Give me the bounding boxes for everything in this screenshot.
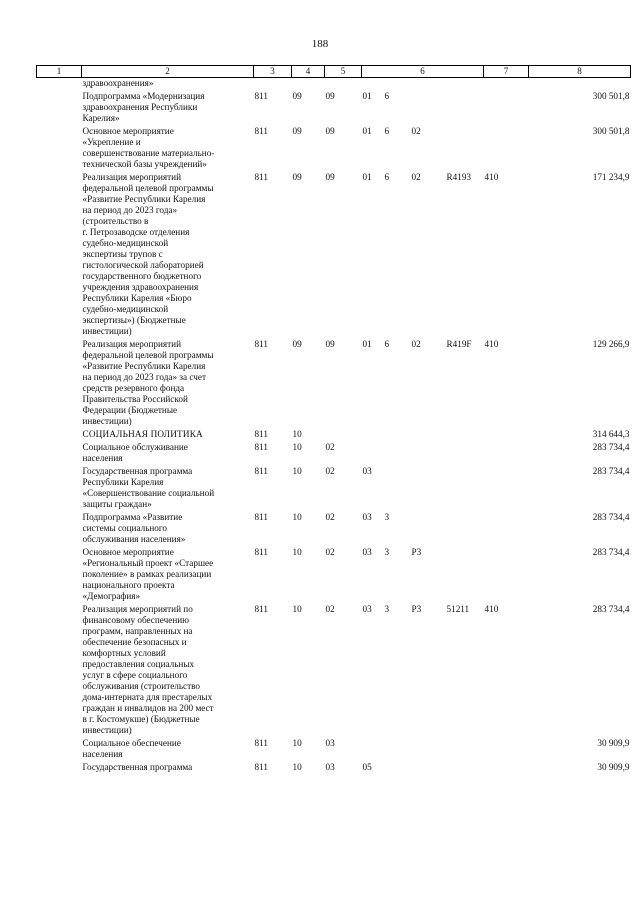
row-name: Реализация мероприятий федеральной целевой программы «Развитие Республики Карелия на период до 2023 года» за счет средств резервного фонда Правительства Российской Федерации (Бюджетные инвестиции) bbox=[82, 339, 214, 426]
code-subprogram: 3 bbox=[384, 547, 390, 557]
code-expense-type: 410 bbox=[484, 172, 499, 182]
amount: 283 734,4 bbox=[592, 547, 630, 557]
col-header-8: 8 bbox=[529, 66, 631, 78]
table-row bbox=[37, 466, 631, 512]
table-row bbox=[37, 339, 631, 429]
code-subsection: 02 bbox=[325, 466, 335, 476]
code-activity bbox=[411, 91, 446, 126]
amount: 171 234,9 bbox=[592, 172, 630, 182]
code-direction bbox=[446, 762, 484, 775]
amount: 129 266,9 bbox=[592, 339, 630, 349]
budget-table bbox=[36, 65, 631, 775]
code-activity: 02 bbox=[411, 172, 421, 182]
table-row bbox=[37, 429, 631, 442]
code-activity: P3 bbox=[411, 547, 422, 557]
code-section: 09 bbox=[292, 126, 302, 136]
code-subprogram: 6 bbox=[384, 126, 390, 136]
code-expense-type bbox=[484, 762, 529, 775]
code-subsection bbox=[325, 429, 362, 442]
code-subprogram: 6 bbox=[384, 339, 390, 349]
code-section: 10 bbox=[292, 442, 302, 452]
code-admin: 811 bbox=[254, 466, 268, 476]
code-expense-type bbox=[484, 547, 529, 604]
code-subsection: 09 bbox=[325, 172, 335, 182]
code-direction bbox=[446, 466, 484, 512]
code-direction bbox=[446, 429, 484, 442]
code-expense-type bbox=[484, 466, 529, 512]
amount: 30 909,9 bbox=[597, 738, 630, 748]
amount: 300 501,8 bbox=[592, 91, 630, 101]
code-subprogram: 3 bbox=[384, 604, 390, 614]
code-activity bbox=[411, 512, 446, 547]
code-program: 01 bbox=[362, 339, 372, 349]
code-direction: R4193 bbox=[446, 172, 472, 182]
code-direction bbox=[446, 738, 484, 762]
row-name: здравоохранения» bbox=[82, 78, 154, 88]
code-activity bbox=[411, 442, 446, 466]
table-row bbox=[37, 78, 631, 92]
code-subsection: 03 bbox=[325, 762, 335, 772]
amount: 314 644,3 bbox=[592, 429, 630, 439]
code-subprogram bbox=[384, 442, 411, 466]
table-row bbox=[37, 738, 631, 762]
code-program bbox=[362, 442, 384, 466]
code-admin: 811 bbox=[254, 172, 268, 182]
code-section: 10 bbox=[292, 466, 302, 476]
code-expense-type: 410 bbox=[484, 604, 499, 614]
code-expense-type bbox=[484, 738, 529, 762]
amount: 283 734,4 bbox=[592, 466, 630, 476]
code-activity bbox=[411, 466, 446, 512]
code-admin: 811 bbox=[254, 604, 268, 614]
row-name: Основное мероприятие «Региональный проект «Старшее поколение» в рамках реализации национального проекта «Демография» bbox=[82, 547, 214, 601]
code-admin: 811 bbox=[254, 762, 268, 772]
col-header-2: 2 bbox=[82, 66, 254, 78]
code-program: 03 bbox=[362, 604, 372, 614]
row-name: СОЦИАЛЬНАЯ ПОЛИТИКА bbox=[82, 429, 203, 439]
code-activity bbox=[411, 429, 446, 442]
code-subsection: 02 bbox=[325, 512, 335, 522]
code-admin: 811 bbox=[254, 442, 268, 452]
row-name: Подпрограмма «Развитие системы социального обслуживания населения» bbox=[82, 512, 186, 544]
code-direction bbox=[446, 512, 484, 547]
code-subprogram: 3 bbox=[384, 512, 390, 522]
amount: 283 734,4 bbox=[592, 512, 630, 522]
code-expense-type: 410 bbox=[484, 339, 499, 349]
code-activity: P3 bbox=[411, 604, 422, 614]
amount: 300 501,8 bbox=[592, 126, 630, 136]
code-expense-type bbox=[484, 91, 529, 126]
code-admin: 811 bbox=[254, 429, 268, 439]
code-subsection: 03 bbox=[325, 738, 335, 748]
code-subsection: 09 bbox=[325, 126, 335, 136]
row-name: Реализация мероприятий федеральной целевой программы «Развитие Республики Карелия на период до 2023 года» (строительство в г. Петрозаводске отделения судебно-медицинской экспертизы трупов с гистологической лабораторией государственного бюджетного учреждения здравоохранения Республики Карелия «Бюро судебно-медицинской экспертизы») (Бюджетные инвестиции) bbox=[82, 172, 214, 336]
code-expense-type bbox=[484, 429, 529, 442]
code-subsection: 09 bbox=[325, 339, 335, 349]
amount: 283 734,4 bbox=[592, 604, 630, 614]
code-subsection: 02 bbox=[325, 547, 335, 557]
code-program: 03 bbox=[362, 466, 372, 476]
code-admin: 811 bbox=[254, 512, 268, 522]
code-admin: 811 bbox=[254, 547, 268, 557]
code-program: 01 bbox=[362, 126, 372, 136]
col-header-5: 5 bbox=[325, 66, 362, 78]
page-number: 188 bbox=[311, 38, 329, 50]
code-program bbox=[362, 429, 384, 442]
code-program bbox=[362, 738, 384, 762]
code-subprogram bbox=[384, 762, 411, 775]
code-section: 10 bbox=[292, 738, 302, 748]
code-admin: 811 bbox=[254, 91, 268, 101]
code-section: 09 bbox=[292, 339, 302, 349]
amount: 283 734,4 bbox=[592, 442, 630, 452]
code-section: 10 bbox=[292, 604, 302, 614]
code-program: 01 bbox=[362, 91, 372, 101]
code-direction: 51211 bbox=[446, 604, 470, 614]
table-row bbox=[37, 91, 631, 126]
code-program: 01 bbox=[362, 172, 372, 182]
code-section: 10 bbox=[292, 547, 302, 557]
col-header-6: 6 bbox=[362, 66, 484, 78]
code-expense-type bbox=[484, 126, 529, 172]
code-subsection: 02 bbox=[325, 442, 335, 452]
row-name: Социальное обеспечение населения bbox=[82, 738, 181, 759]
row-name: Реализация мероприятий по финансовому обеспечению программ, направленных на обеспечение безопасных и комфортных условий предоставления социальных услуг в сфере социального обслуживания (строительство дома-интерната для престарелых граждан и инвалидов на 200 мест в г. Костомукше) (Бюджетные инвестиции) bbox=[82, 604, 214, 735]
row-name: Подпрограмма «Модернизация здравоохранения Республики Карелия» bbox=[82, 91, 205, 123]
row-name: Государственная программа bbox=[82, 762, 193, 772]
col-header-4: 4 bbox=[292, 66, 325, 78]
table-row bbox=[37, 512, 631, 547]
code-subsection: 09 bbox=[325, 91, 335, 101]
table-row bbox=[37, 547, 631, 604]
amount: 30 909,9 bbox=[597, 762, 630, 772]
code-section: 10 bbox=[292, 429, 302, 439]
code-subprogram: 6 bbox=[384, 91, 390, 101]
code-direction bbox=[446, 91, 484, 126]
table-row bbox=[37, 442, 631, 466]
col-header-3: 3 bbox=[254, 66, 292, 78]
table-row bbox=[37, 762, 631, 775]
code-direction bbox=[446, 126, 484, 172]
code-subprogram: 6 bbox=[384, 172, 390, 182]
col-header-7: 7 bbox=[484, 66, 529, 78]
code-expense-type bbox=[484, 442, 529, 466]
code-direction bbox=[446, 547, 484, 604]
code-activity bbox=[411, 762, 446, 775]
code-section: 10 bbox=[292, 762, 302, 772]
code-program: 03 bbox=[362, 512, 372, 522]
code-direction: R419F bbox=[446, 339, 472, 349]
table-row bbox=[37, 126, 631, 172]
code-section: 09 bbox=[292, 172, 302, 182]
code-admin: 811 bbox=[254, 126, 268, 136]
col-header-1: 1 bbox=[37, 66, 82, 78]
code-program: 03 bbox=[362, 547, 372, 557]
table-row bbox=[37, 172, 631, 339]
row-name: Основное мероприятие «Укрепление и совершенствование материально- технической базы учреждений» bbox=[82, 126, 215, 169]
code-section: 09 bbox=[292, 91, 302, 101]
code-activity: 02 bbox=[411, 339, 421, 349]
table-row bbox=[37, 604, 631, 738]
code-subprogram bbox=[384, 466, 411, 512]
row-name: Социальное обслуживание населения bbox=[82, 442, 188, 463]
code-subsection: 02 bbox=[325, 604, 335, 614]
table-header bbox=[37, 66, 631, 78]
code-section: 10 bbox=[292, 512, 302, 522]
row-name: Государственная программа Республики Карелия «Совершенствование социальной защиты граждан» bbox=[82, 466, 215, 509]
code-direction bbox=[446, 442, 484, 466]
code-program: 05 bbox=[362, 762, 372, 772]
code-subprogram bbox=[384, 429, 411, 442]
code-admin: 811 bbox=[254, 339, 268, 349]
code-subprogram bbox=[384, 738, 411, 762]
code-activity bbox=[411, 738, 446, 762]
code-expense-type bbox=[484, 512, 529, 547]
code-admin: 811 bbox=[254, 738, 268, 748]
code-activity: 02 bbox=[411, 126, 421, 136]
